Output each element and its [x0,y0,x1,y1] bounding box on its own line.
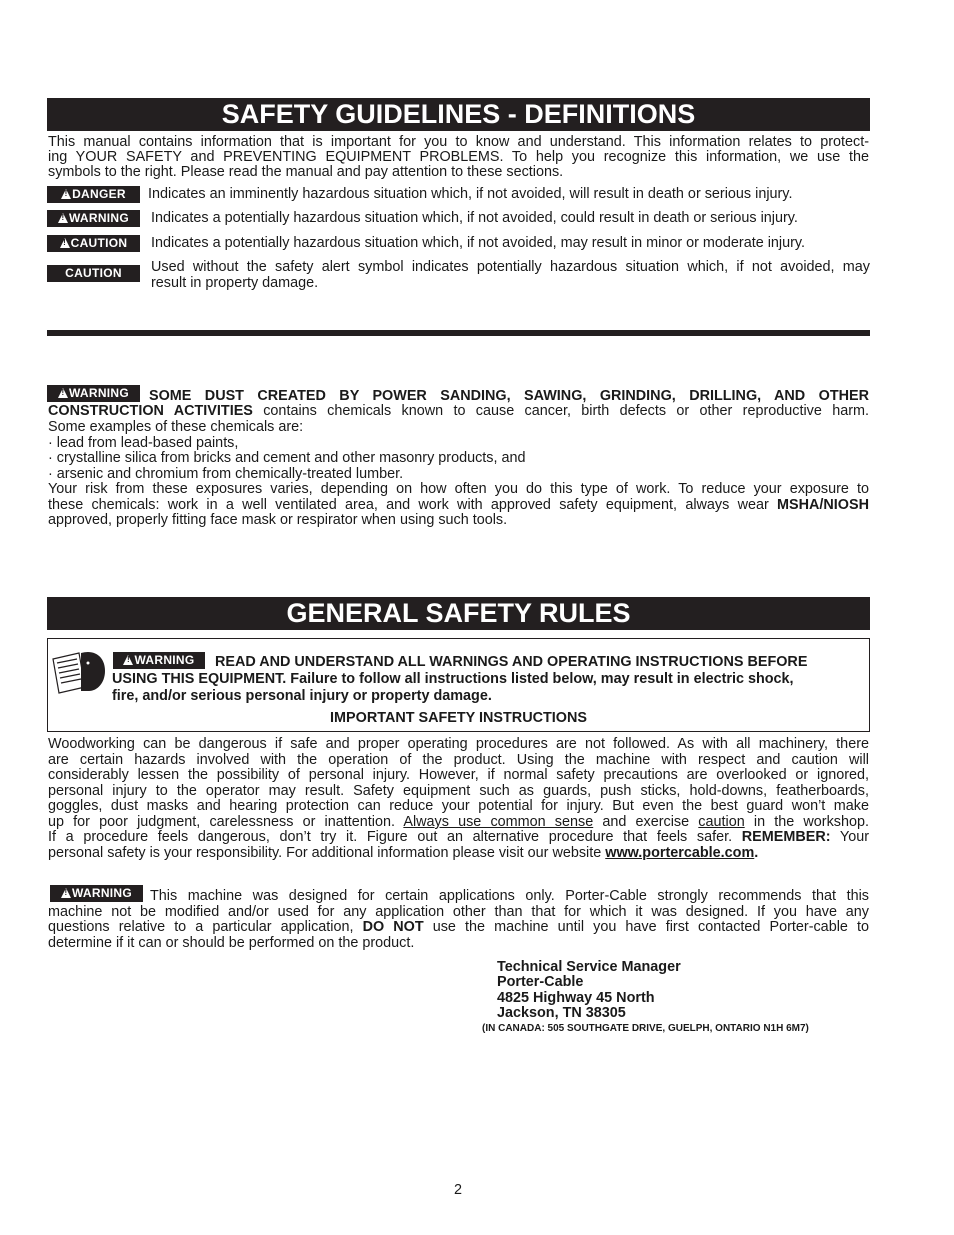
dust-bullet-3: · arsenic and chromium from chemically-treated lumber. [48,466,404,482]
para-line-2: are certain hazards involved with the operation of the product. Using the machine with respect and caution will [48,752,869,768]
manual-reading-icon [51,647,111,697]
important-safety-instructions-heading: IMPORTANT SAFETY INSTRUCTIONS [330,710,587,726]
para-line-7: If a procedure feels dangerous, don’t try it. Figure out an alternative procedure that feels safer. REMEMBER: Your [48,829,869,845]
para-line-4: personal injury to the operator may result. Safety equipment such as guards, push sticks, hold-downs, featherboards, [48,783,869,799]
warning-definition: Indicates a potentially hazardous situation which, if not avoided, could result in death or serious injury. [151,210,798,226]
caution-definition: Indicates a potentially hazardous situation which, if not avoided, may result in minor or moderate injury. [151,235,806,251]
para-line-5: goggles, dust masks and hearing protection can reduce your potential for injury. But even the best guard won’t make [48,798,869,814]
alert-triangle-icon [123,655,133,665]
section-title-safety-guidelines: SAFETY GUIDELINES - DEFINITIONS [47,98,870,131]
dust-line-3: Some examples of these chemicals are: [48,419,304,435]
section-title-general-safety-rules: GENERAL SAFETY RULES [47,597,870,630]
alert-triangle-icon [61,189,71,199]
alert-triangle-icon [61,888,71,898]
alert-triangle-icon [60,238,70,248]
warning2-line-1: This machine was designed for certain applications only. Porter-Cable strongly recommends that this [150,888,869,904]
warning2-line-2: machine not be modified and/or used for any application other than that for which it was designed. If you have any [48,904,869,920]
danger-badge: !DANGER [47,186,140,203]
address-line-4: Jackson, TN 38305 [497,1005,626,1021]
alert-triangle-icon [58,213,68,223]
box-line-3: fire, and/or serious personal injury or property damage. [112,688,492,704]
section-divider [47,330,870,336]
caution-no-symbol-definition-line-1: Used without the safety alert symbol indicates potentially hazardous situation which, if not avoided, may [151,259,870,275]
canada-address: (IN CANADA: 505 SOUTHGATE DRIVE, GUELPH, ONTARIO N1H 6M7) [482,1023,809,1034]
dust-bullet-2: · crystalline silica from bricks and cement and other masonry products, and [48,450,526,466]
intro-line-1: This manual contains information that is important for you to know and understand. This information relates to protect- [48,134,869,150]
warning2-line-4: determine if it can or should be performed on the product. [48,935,415,951]
alert-triangle-icon [58,388,68,398]
warning2-line-3: questions relative to a particular application, DO NOT use the machine until you have first contacted Porter-cable to [48,919,869,935]
dust-line-9: approved, properly fitting face mask or respirator when using such tools. [48,512,508,528]
danger-definition: Indicates an imminently hazardous situation which, if not avoided, will result in death or serious injury. [148,186,793,202]
dust-line-2: CONSTRUCTION ACTIVITIES contains chemicals known to cause cancer, birth defects or other reproductive harm. [48,403,869,419]
intro-line-3: symbols to the right. Please read the manual and pay attention to these sections. [48,164,564,180]
para-line-6: up for poor judgment, carelessness or inattention. Always use common sense and exercise caution in the workshop. [48,814,869,830]
address-line-2: Porter-Cable [497,974,584,990]
address-line-3: 4825 Highway 45 North [497,990,655,1006]
dust-line-8: these chemicals: work in a well ventilated area, and work with approved safety equipment, always wear MSHA/NIOSH [48,497,869,513]
dust-line-7: Your risk from these exposures varies, depending on how often you do this type of work. To reduce your exposure to [48,481,869,497]
dust-warning-badge: !WARNING [47,385,140,402]
address-line-1: Technical Service Manager [497,959,681,975]
warning-badge: !WARNING [47,210,140,227]
caution-badge: !CAUTION [47,235,140,252]
dust-bullet-1: · lead from lead-based paints, [48,435,239,451]
caution-no-symbol-badge: CAUTION [47,265,140,282]
box-warning-badge: !WARNING [113,652,205,669]
intro-line-2: ing YOUR SAFETY and PREVENTING EQUIPMENT PROBLEMS. To help you recognize this information, we use the [48,149,869,165]
para-line-8: personal safety is your responsibility. For additional information please visit our website www.portercable.com. [48,845,759,861]
box-line-2: USING THIS EQUIPMENT. Failure to follow all instructions listed below, may result in electric shock, [112,671,794,687]
page-number: 2 [453,1182,462,1198]
para-line-3: considerably lessen the possibility of personal injury. However, if normal safety precautions are overlooked or ignored, [48,767,869,783]
para-line-1: Woodworking can be dangerous if safe and proper operating procedures are not followed. As with all machinery, there [48,736,869,752]
website-link[interactable]: www.portercable.com [605,845,755,861]
application-warning-badge: !WARNING [50,885,143,902]
dust-line-1: SOME DUST CREATED BY POWER SANDING, SAWING, GRINDING, DRILLING, AND OTHER [149,388,869,404]
box-line-1: READ AND UNDERSTAND ALL WARNINGS AND OPERATING INSTRUCTIONS BEFORE [215,654,808,670]
read-instructions-box [47,638,870,732]
caution-no-symbol-definition-line-2: result in property damage. [151,275,319,291]
